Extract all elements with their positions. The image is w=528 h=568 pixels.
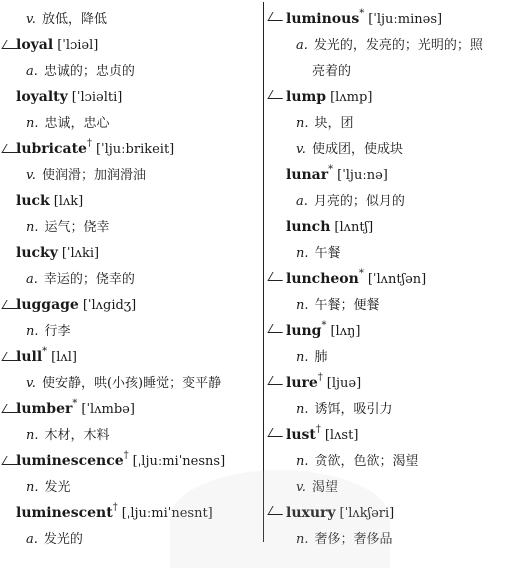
dictionary-entry	[0, 34, 262, 60]
part-of-speech: n.	[296, 116, 309, 131]
definition-text: 使润滑；加润滑油	[41, 168, 146, 183]
frequency-mark: *	[42, 346, 48, 357]
definition-text: 木材，木料	[44, 428, 110, 443]
dictionary-entry	[270, 216, 528, 242]
definition-text: 幸运的；侥幸的	[43, 272, 135, 287]
definition-sense	[270, 294, 528, 320]
headword: loyalty	[16, 89, 68, 105]
definition-text: 月亮的；似月的	[313, 194, 405, 209]
definition-text: 使成团，使成块	[311, 142, 403, 157]
part-of-speech: n.	[26, 324, 39, 339]
definition-text: 发光的，发亮的；光明的；照	[313, 38, 483, 53]
definition-sense	[270, 190, 528, 216]
headword: loyal	[16, 37, 54, 53]
definition-sense	[0, 320, 262, 346]
headword: luck	[16, 193, 50, 209]
definition-text: 忠诚的；忠贞的	[43, 64, 135, 79]
frequency-mark: *	[359, 8, 365, 19]
column-divider	[263, 2, 264, 542]
part-of-speech: v.	[26, 376, 36, 391]
part-of-speech: n.	[296, 402, 309, 417]
headword: lunar	[286, 167, 329, 183]
definition-text: 行李	[44, 324, 71, 339]
pronunciation: [ˈlɔiəl]	[57, 38, 99, 53]
headword: luxury	[286, 505, 336, 521]
definition-sense	[0, 60, 262, 86]
definition-sense	[0, 8, 262, 34]
frequency-mark: *	[321, 320, 327, 331]
part-of-speech: a.	[26, 272, 38, 287]
dictionary-entry	[270, 86, 528, 112]
pronunciation: [ˈlʌntʃən]	[367, 272, 427, 287]
definition-text: 忠诚，忠心	[44, 116, 110, 131]
definition-text: 运气；侥幸	[44, 220, 110, 235]
pronunciation: [lʌl]	[51, 350, 77, 365]
definition-text: 块，团	[314, 116, 354, 131]
definition-text: 午餐；便餐	[314, 298, 380, 313]
part-of-speech: a.	[26, 64, 38, 79]
part-of-speech: n.	[296, 246, 309, 261]
dictionary-entry	[270, 424, 528, 450]
part-of-speech: v.	[26, 168, 36, 183]
headword: lure	[286, 375, 318, 391]
headword: lung	[286, 323, 322, 339]
definition-text: 奢侈；奢侈品	[314, 532, 393, 547]
pronunciation: [ˈlɔiəlti]	[71, 90, 123, 105]
part-of-speech: n.	[26, 480, 39, 495]
definition-sense	[0, 164, 262, 190]
pronunciation: [ˈlʌki]	[61, 246, 100, 261]
definition-sense	[0, 112, 262, 138]
headword: luminescent	[16, 505, 113, 521]
part-of-speech: n.	[296, 532, 309, 547]
headword: lump	[286, 89, 327, 105]
part-of-speech: n.	[26, 116, 39, 131]
part-of-speech: n.	[296, 454, 309, 469]
part-of-speech: n.	[296, 350, 309, 365]
definition-sense	[270, 398, 528, 424]
part-of-speech: v.	[26, 12, 36, 27]
pronunciation: [lʌŋ]	[330, 324, 361, 339]
headword: luminescence	[16, 453, 124, 469]
headword: luminous	[286, 11, 360, 27]
headword: lumber	[16, 401, 73, 417]
headword: lunch	[286, 219, 331, 235]
pronunciation: [lʌmp]	[330, 90, 373, 105]
part-of-speech: n.	[26, 220, 39, 235]
part-of-speech: a.	[296, 194, 308, 209]
headword: lust	[286, 427, 316, 443]
definition-continuation	[270, 60, 528, 86]
pronunciation: [lʌst]	[324, 428, 359, 443]
definition-text: 使安静，哄(小孩)睡觉；变平静	[41, 376, 222, 391]
dictionary-entry	[0, 398, 262, 424]
watermark-seal	[170, 470, 390, 568]
dictionary-entry	[0, 190, 262, 216]
definition-sense	[0, 424, 262, 450]
frequency-mark: *	[72, 398, 78, 409]
definition-sense	[270, 34, 528, 60]
definition-text: 渴望	[311, 480, 338, 495]
definition-text: 亮着的	[312, 64, 352, 79]
pronunciation: [ˈljuːminəs]	[368, 12, 443, 27]
pronunciation: [ˌljuːmiˈnesnt]	[121, 506, 213, 521]
dictionary-entry	[0, 346, 262, 372]
part-of-speech: n.	[26, 428, 39, 443]
frequency-mark: †	[315, 424, 321, 435]
dictionary-entry	[270, 268, 528, 294]
pronunciation: [lʌntʃ]	[334, 220, 374, 235]
headword: luncheon	[286, 271, 359, 287]
headword: lull	[16, 349, 43, 365]
definition-sense	[270, 346, 528, 372]
definition-text: 发光	[44, 480, 71, 495]
dictionary-entry	[270, 372, 528, 398]
pronunciation: [ˈljuːnə]	[337, 168, 388, 183]
definition-sense	[0, 268, 262, 294]
definition-sense	[0, 216, 262, 242]
pronunciation: [ljuə]	[326, 376, 362, 391]
pronunciation: [ˌljuːmiˈnesns]	[132, 454, 226, 469]
definition-text: 发光的	[43, 532, 83, 547]
dictionary-entry	[270, 320, 528, 346]
frequency-mark: †	[123, 450, 129, 461]
definition-text: 肺	[314, 350, 328, 365]
definition-text: 诱饵，吸引力	[314, 402, 393, 417]
headword: lubricate	[16, 141, 87, 157]
definition-text: 贪欲，色欲；渴望	[314, 454, 419, 469]
frequency-mark: *	[328, 164, 334, 175]
dictionary-entry	[270, 8, 528, 34]
part-of-speech: a.	[26, 532, 38, 547]
definition-sense	[270, 242, 528, 268]
dictionary-entry	[0, 450, 262, 476]
dictionary-entry	[270, 164, 528, 190]
part-of-speech: a.	[296, 38, 308, 53]
pronunciation: [ˈljuːbrikeit]	[95, 142, 175, 157]
definition-sense	[270, 138, 528, 164]
dictionary-entry	[0, 294, 262, 320]
definition-text: 放低，降低	[41, 12, 107, 27]
dictionary-entry	[0, 86, 262, 112]
dictionary-entry	[0, 138, 262, 164]
pronunciation: [ˈlʌmbə]	[81, 402, 135, 417]
pronunciation: [lʌk]	[53, 194, 84, 209]
frequency-mark: †	[112, 502, 118, 513]
dictionary-entry	[0, 242, 262, 268]
definition-sense	[0, 372, 262, 398]
frequency-mark: *	[358, 268, 364, 279]
headword: luggage	[16, 297, 79, 313]
part-of-speech: n.	[296, 298, 309, 313]
part-of-speech: v.	[296, 142, 306, 157]
pronunciation: [ˈlʌkʃəri]	[339, 506, 395, 521]
part-of-speech: v.	[296, 480, 306, 495]
definition-sense	[270, 112, 528, 138]
frequency-mark: †	[86, 138, 92, 149]
definition-text: 午餐	[314, 246, 341, 261]
headword: lucky	[16, 245, 58, 261]
frequency-mark: †	[317, 372, 323, 383]
pronunciation: [ˈlʌgidʒ]	[82, 298, 137, 313]
